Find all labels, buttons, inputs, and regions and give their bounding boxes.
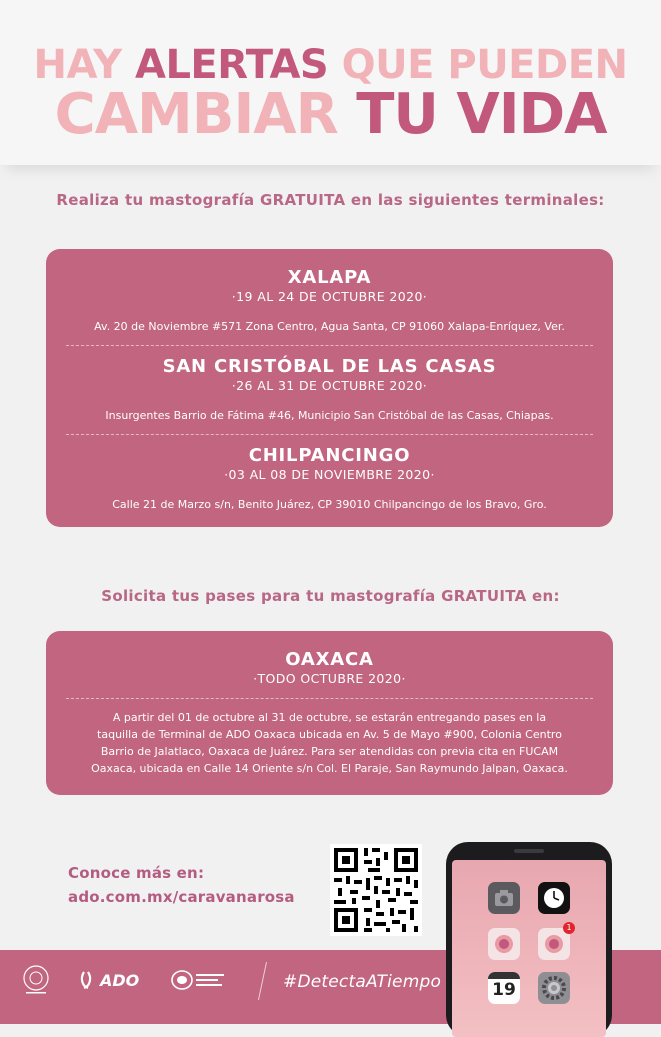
more-info-link[interactable]: ado.com.mx/caravanarosa xyxy=(68,888,295,906)
terminal-city: XALAPA xyxy=(287,267,372,288)
ado-logo-text: ADO xyxy=(100,971,140,990)
oaxaca-city: OAXACA xyxy=(285,649,374,670)
description-line: Barrio de Jalatlaco, Oaxaca de Juárez. Para ser atendidas con previa cita en FUCAM xyxy=(100,745,559,758)
calendar-icon xyxy=(488,972,520,1004)
headline-word: HAY xyxy=(33,42,135,88)
calendar-day: 19 xyxy=(492,980,516,1000)
intro-text: Realiza tu mastografía GRATUITA en las siguientes terminales: xyxy=(56,191,605,209)
ado-logo xyxy=(78,966,148,994)
description-line: taquilla de Terminal de ADO Oaxaca ubicada en Av. 5 de Mayo #900, Colonia Centro xyxy=(97,728,562,741)
oaxaca-card xyxy=(46,631,613,795)
phone-speaker xyxy=(514,849,544,853)
qr-code[interactable] xyxy=(330,844,422,936)
oaxaca-description xyxy=(46,709,613,777)
fucam-logo xyxy=(170,966,230,994)
description-line: Oaxaca, ubicada en Calle 14 Oriente s/n Col. El Paraje, San Raymundo Jalpan, Oaxaca. xyxy=(91,762,568,775)
settings-gear-icon xyxy=(538,972,570,1004)
passes-intro-text: Solicita tus pases para tu mastografía GRATUITA en: xyxy=(101,587,560,605)
clock-icon xyxy=(538,882,570,914)
description-line: A partir del 01 de octubre al 31 de octubre, se estarán entregando pases en la xyxy=(112,711,547,724)
divider xyxy=(66,698,593,699)
terminal-dates: ·19 AL 24 DE OCTUBRE 2020· xyxy=(231,289,428,304)
headline-word: ALERTAS xyxy=(134,42,342,88)
terminal-dates: ·26 AL 31 DE OCTUBRE 2020· xyxy=(231,378,428,393)
terminals-card xyxy=(46,249,613,527)
terminal-dates: ·03 AL 08 DE NOVIEMBRE 2020· xyxy=(224,467,435,482)
terminal-city: CHILPANCINGO xyxy=(248,445,411,466)
phone-illustration xyxy=(446,842,612,1037)
hashtag-text: #DetectaATiempo xyxy=(283,972,442,992)
divider xyxy=(66,345,593,346)
institution-seal-logo xyxy=(20,964,52,996)
terminal-entry xyxy=(46,267,613,333)
headline-word: QUE PUEDEN xyxy=(341,42,628,88)
terminal-address: Av. 20 de Noviembre #571 Zona Centro, Agua Santa, CP 91060 Xalapa-Enríquez, Ver. xyxy=(94,320,565,333)
more-info-label: Conoce más en: xyxy=(68,864,205,882)
terminal-city: SAN CRISTÓBAL DE LAS CASAS xyxy=(162,356,497,377)
pink-app-icon xyxy=(488,928,520,960)
calendar-header xyxy=(488,972,520,979)
terminal-address: Insurgentes Barrio de Fátima #46, Municipio San Cristóbal de las Casas, Chiapas. xyxy=(105,409,554,422)
phone-screen xyxy=(452,860,606,1037)
divider xyxy=(66,434,593,435)
headline-line-2 xyxy=(0,82,661,147)
terminal-entry xyxy=(46,356,613,422)
camera-icon xyxy=(488,882,520,914)
headline-word: CAMBIAR xyxy=(54,82,357,147)
oaxaca-dates: ·TODO OCTUBRE 2020· xyxy=(253,671,406,686)
notification-badge: 1 xyxy=(563,922,575,934)
headline-word: TU VIDA xyxy=(356,82,607,147)
terminal-entry xyxy=(46,445,613,511)
terminal-address: Calle 21 de Marzo s/n, Benito Juárez, CP 39010 Chilpancingo de los Bravo, Gro. xyxy=(112,498,547,511)
